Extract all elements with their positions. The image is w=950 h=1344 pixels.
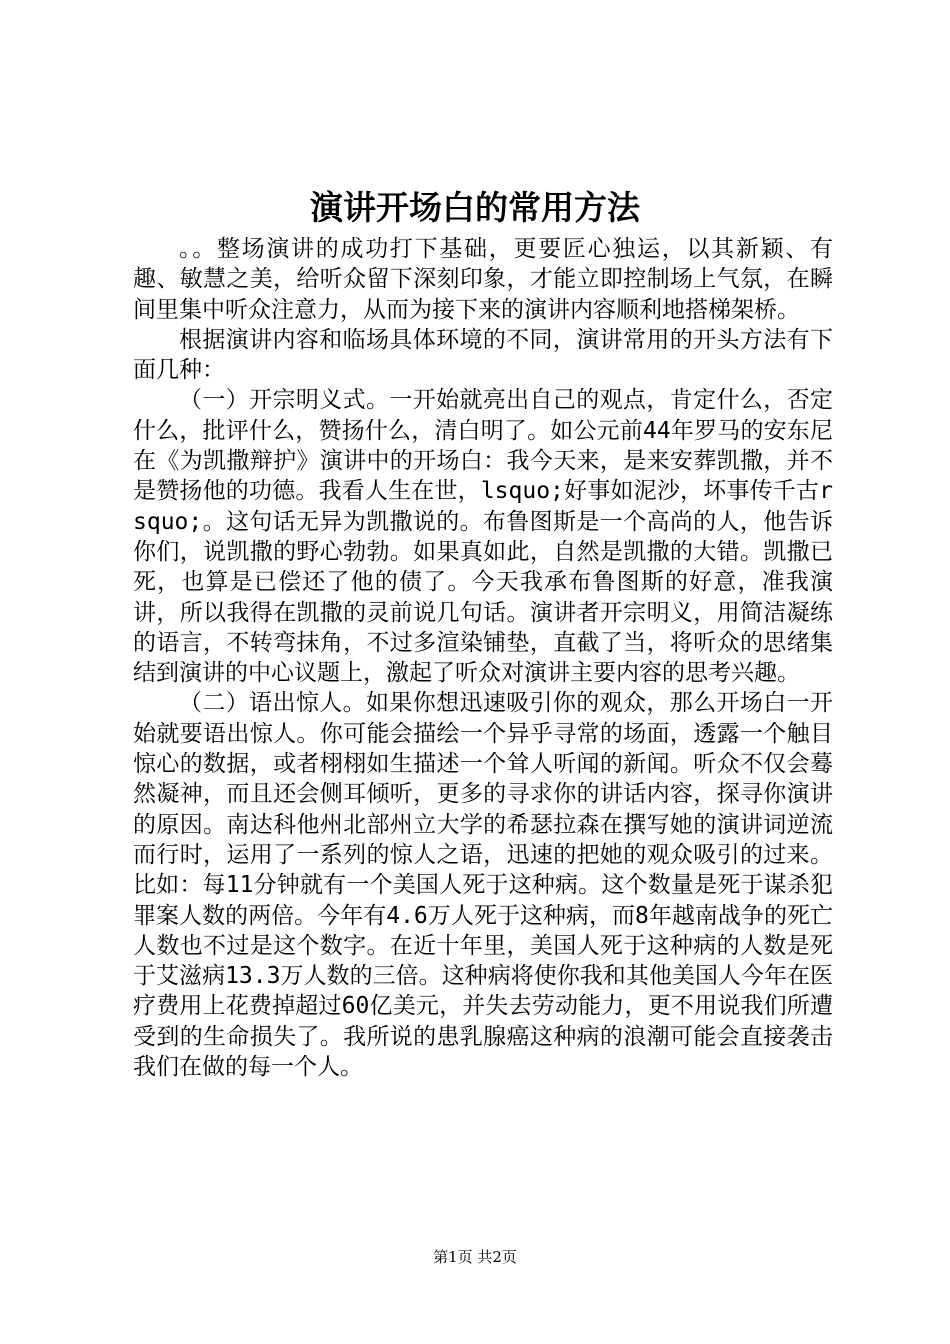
page-number-footer: 第1页 共2页: [433, 1248, 517, 1266]
body-paragraph: （一）开宗明义式。一开始就亮出自己的观点，肯定什么，否定什么，批评什么，赞扬什么，清白明了。如公元前44年罗马的安东尼在《为凯撒辩护》演讲中的开场白：我今天来，是来安葬凯撒，并不是赞扬他的功德。我看人生在世，lsquo;好事如泥沙，坏事传千古rsquo;。这句话无异为凯撒说的。布鲁图斯是一个高尚的人，他告诉你们，说凯撒的野心勃勃。如果真如此，自然是凯撒的大错。凯撒已死，也算是已偿还了他的债了。今天我承布鲁图斯的好意，准我演讲，所以我得在凯撒的灵前说几句话。演讲者开宗明义，用简洁凝练的语言，不转弯抹角，不过多渲染铺垫，直截了当，将听众的思绪集结到演讲的中心议题上，激起了听众对演讲主要内容的思考兴趣。: [133, 387, 833, 687]
body-paragraph: （二）语出惊人。如果你想迅速吸引你的观众，那么开场白一开始就要语出惊人。你可能会描绘一个异乎寻常的场面，透露一个触目惊心的数据，或者栩栩如生描述一个耸人听闻的新闻。听众不仅会蓦然凝神，而且还会侧耳倾听，更多的寻求你的讲话内容，探寻你演讲的原因。南达科他州北部州立大学的希瑟拉森在撰写她的演讲词逆流而行时，运用了一系列的惊人之语，迅速的把她的观众吸引的过来。比如：每11分钟就有一个美国人死于这种病。这个数量是死于谋杀犯罪案人数的两倍。今年有4.6万人死于这种病，而8年越南战争的死亡人数也不过是这个数字。在近十年里，美国人死于这种病的人数是死于艾滋病13.3万人数的三倍。这种病将使你我和其他美国人今年在医疗费用上花费掉超过60亿美元，并失去劳动能力，更不用说我们所遭受到的生命损失了。我所说的患乳腺癌这种病的浪潮可能会直接袭击我们在做的每一个人。: [133, 690, 833, 1081]
body-paragraph: 。。整场演讲的成功打下基础，更要匠心独运，以其新颖、有趣、敏慧之美，给听众留下深刻印象，才能立即控制场上气氛，在瞬间里集中听众注意力，从而为接下来的演讲内容顺利地搭梯架桥。: [133, 236, 833, 323]
body-paragraph: 根据演讲内容和临场具体环境的不同，演讲常用的开头方法有下面几种：: [133, 326, 833, 384]
document-title: 演讲开场白的常用方法: [310, 188, 640, 227]
document-body: [133, 234, 833, 1082]
